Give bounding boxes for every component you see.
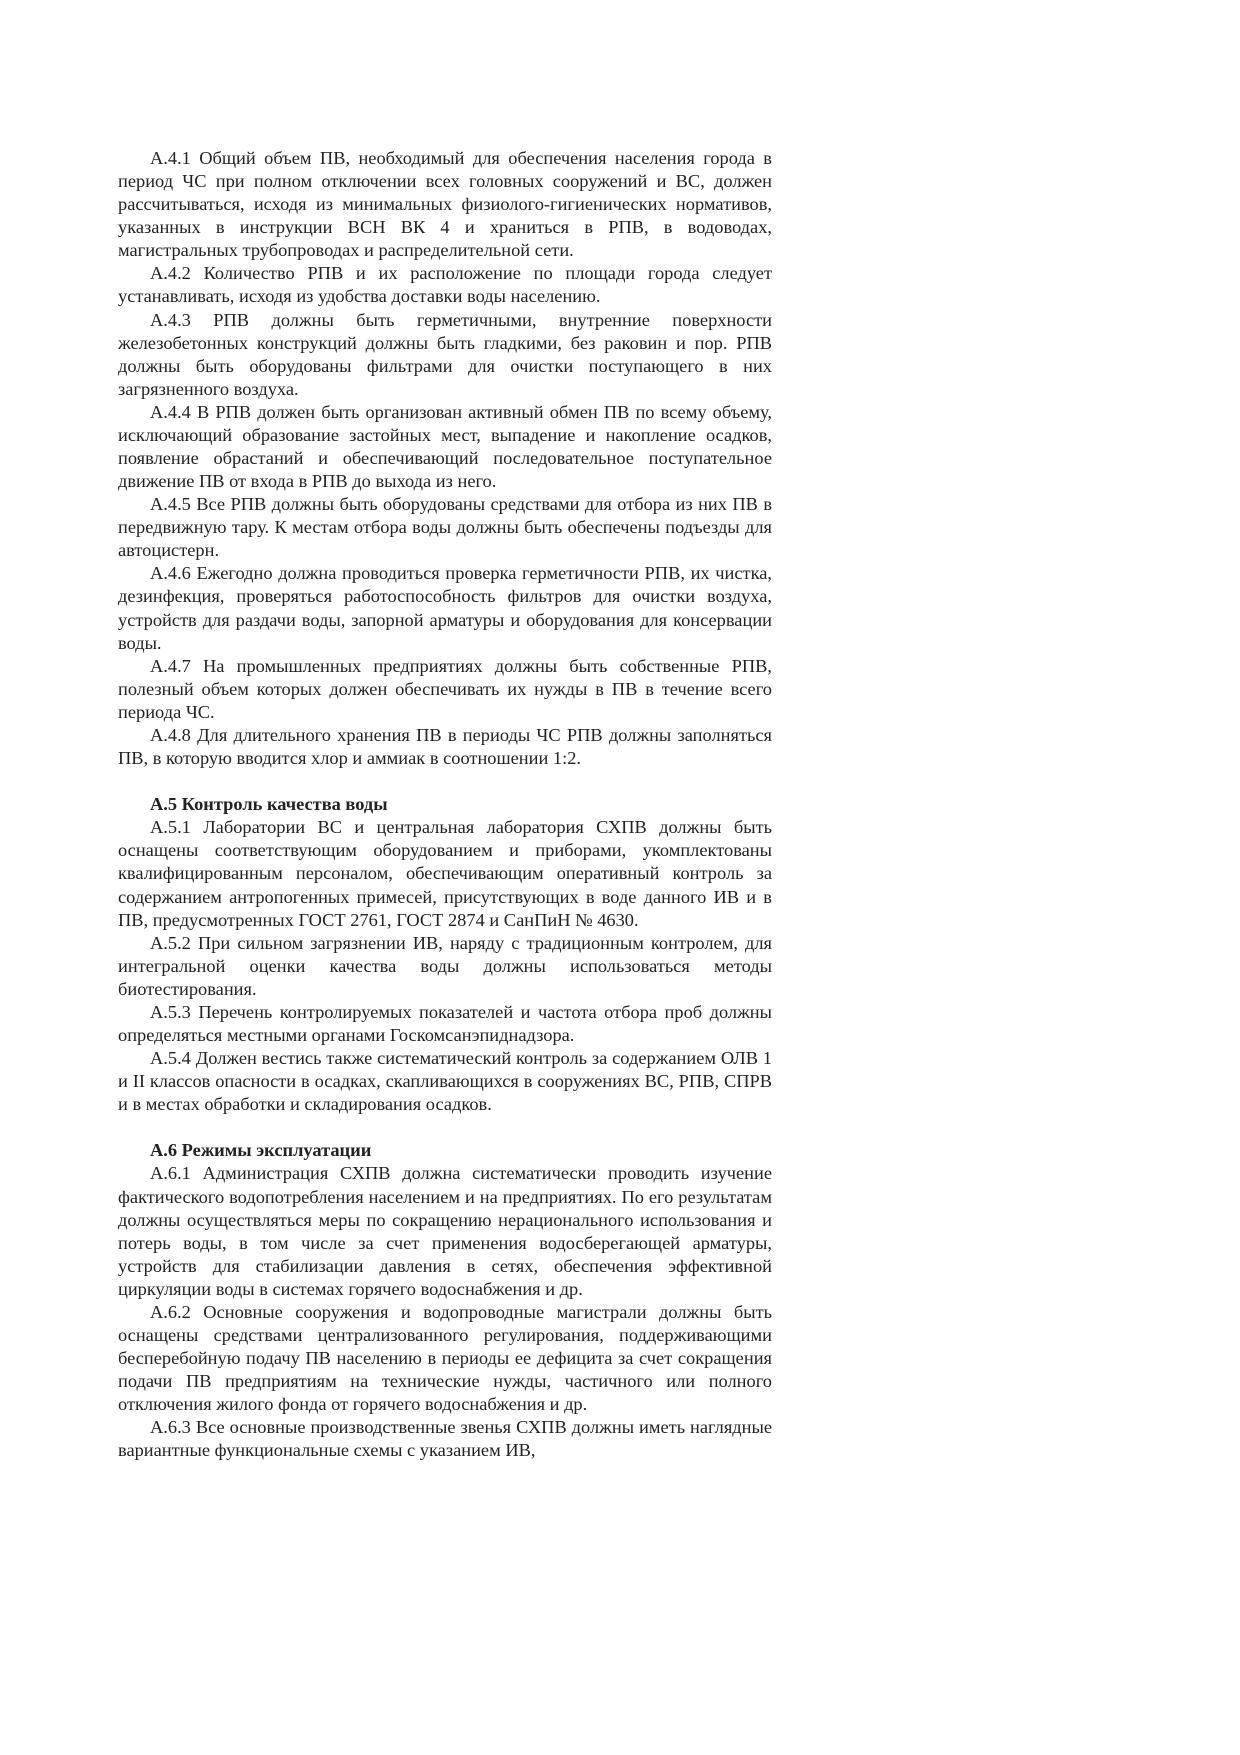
paragraph-a5-3: А.5.3 Перечень контролируемых показателей и частота отбора проб должны определяться местными органами Госкомсанэпиднадзора. [118, 1001, 772, 1045]
paragraph-a4-8: А.4.8 Для длительного хранения ПВ в периоды ЧС РПВ должны заполняться ПВ, в которую вводится хлор и аммиак в соотношении 1:2. [118, 724, 772, 769]
paragraph-a6-1: А.6.1 Администрация СХПВ должна систематически проводить изучение фактического водопотребления населением и на предприятиях. По его результатам должны осуществляться меры по сокращению нерационального использования и потерь воды, в том числе за счет применения водосберегающей арматуры, устройств для стабилизации давления в сетях, обеспечения эффективной циркуляции воды в системах горячего водоснабжения и др. [118, 1163, 772, 1299]
section-spacer [118, 1116, 772, 1139]
paragraph-a6-3: А.6.3 Все основные производственные звенья СХПВ должны иметь наглядные вариантные функциональные схемы с указанием ИВ, [118, 1417, 772, 1461]
paragraph-a5-2: А.5.2 При сильном загрязнении ИВ, наряду с традиционным контролем, для интегральной оценки качества воды должны использоваться методы биотестирования. [118, 932, 772, 999]
paragraph-a4-7: А.4.7 На промышленных предприятиях должны быть собственные РПВ, полезный объем которых должен обеспечивать их нужды в ПВ в течение всего периода ЧС. [118, 655, 772, 722]
section-spacer [118, 770, 772, 793]
paragraph-a4-2: А.4.2 Количество РПВ и их расположение по площади города следует устанавливать, исходя из удобства доставки воды населению. [118, 263, 772, 307]
paragraph-a5-4: А.5.4 Должен вестись также систематический контроль за содержанием ОЛВ 1 и II классов опасности в осадках, скапливающихся в сооружениях ВС, РПВ, СПРВ и в местах обработки и складирования осадков. [118, 1048, 772, 1115]
section-heading-a6: А.6 Режимы эксплуатации [150, 1140, 372, 1161]
paragraph-a4-4: А.4.4 В РПВ должен быть организован активный обмен ПВ по всему объему, исключающий образование застойных мест, выпадение и накопление осадков, появление обрастаний и обеспечивающий последовательное поступательное движение ПВ от входа в РПВ до выхода из него. [118, 401, 772, 492]
section-heading-a5: А.5 Контроль качества воды [150, 794, 388, 815]
paragraph-a4-3: А.4.3 РПВ должны быть герметичными, внутренние поверхности железобетонных конструкций должны быть гладкими, без раковин и пор. РПВ должны быть оборудованы фильтрами для очистки поступающего в них загрязненного воздуха. [118, 309, 772, 399]
paragraph-a4-5: А.4.5 Все РПВ должны быть оборудованы средствами для отбора из них ПВ в передвижную тару. К местам отбора воды должны быть обеспечены подъезды для автоцистерн. [118, 494, 772, 561]
paragraph-a5-1: А.5.1 Лаборатории ВС и центральная лаборатория СХПВ должны быть оснащены соответствующим оборудованием и приборами, укомплектованы квалифицированным персоналом, обеспечивающим оперативный контроль за содержанием антропогенных примесей, присутствующих в воде данного ИВ и в ПВ, предусмотренных ГОСТ 2761, ГОСТ 2874 и СанПиН № 4630. [118, 817, 772, 930]
document-page [118, 147, 772, 1462]
paragraph-a4-1: А.4.1 Общий объем ПВ, необходимый для обеспечения населения города в период ЧС при полном отключении всех головных сооружений и ВС, должен рассчитываться, исходя из минимальных физиолого-гигиенических нормативов, указанных в инструкции ВСН ВК 4 и храниться в РПВ, в водоводах, магистральных трубопроводах и распределительной сети. [118, 148, 772, 261]
paragraph-a6-2: А.6.2 Основные сооружения и водопроводные магистрали должны быть оснащены средствами централизованного регулирования, поддерживающими бесперебойную подачу ПВ населению в периоды ее дефицита за счет сокращения подачи ПВ предприятиям на технические нужды, частичного или полного отключения жилого фонда от горячего водоснабжения и др. [118, 1301, 772, 1415]
paragraph-a4-6: А.4.6 Ежегодно должна проводиться проверка герметичности РПВ, их чистка, дезинфекция, проверяться работоспособность фильтров для очистки воздуха, устройств для раздачи воды, запорной арматуры и оборудования для консервации воды. [118, 563, 772, 653]
